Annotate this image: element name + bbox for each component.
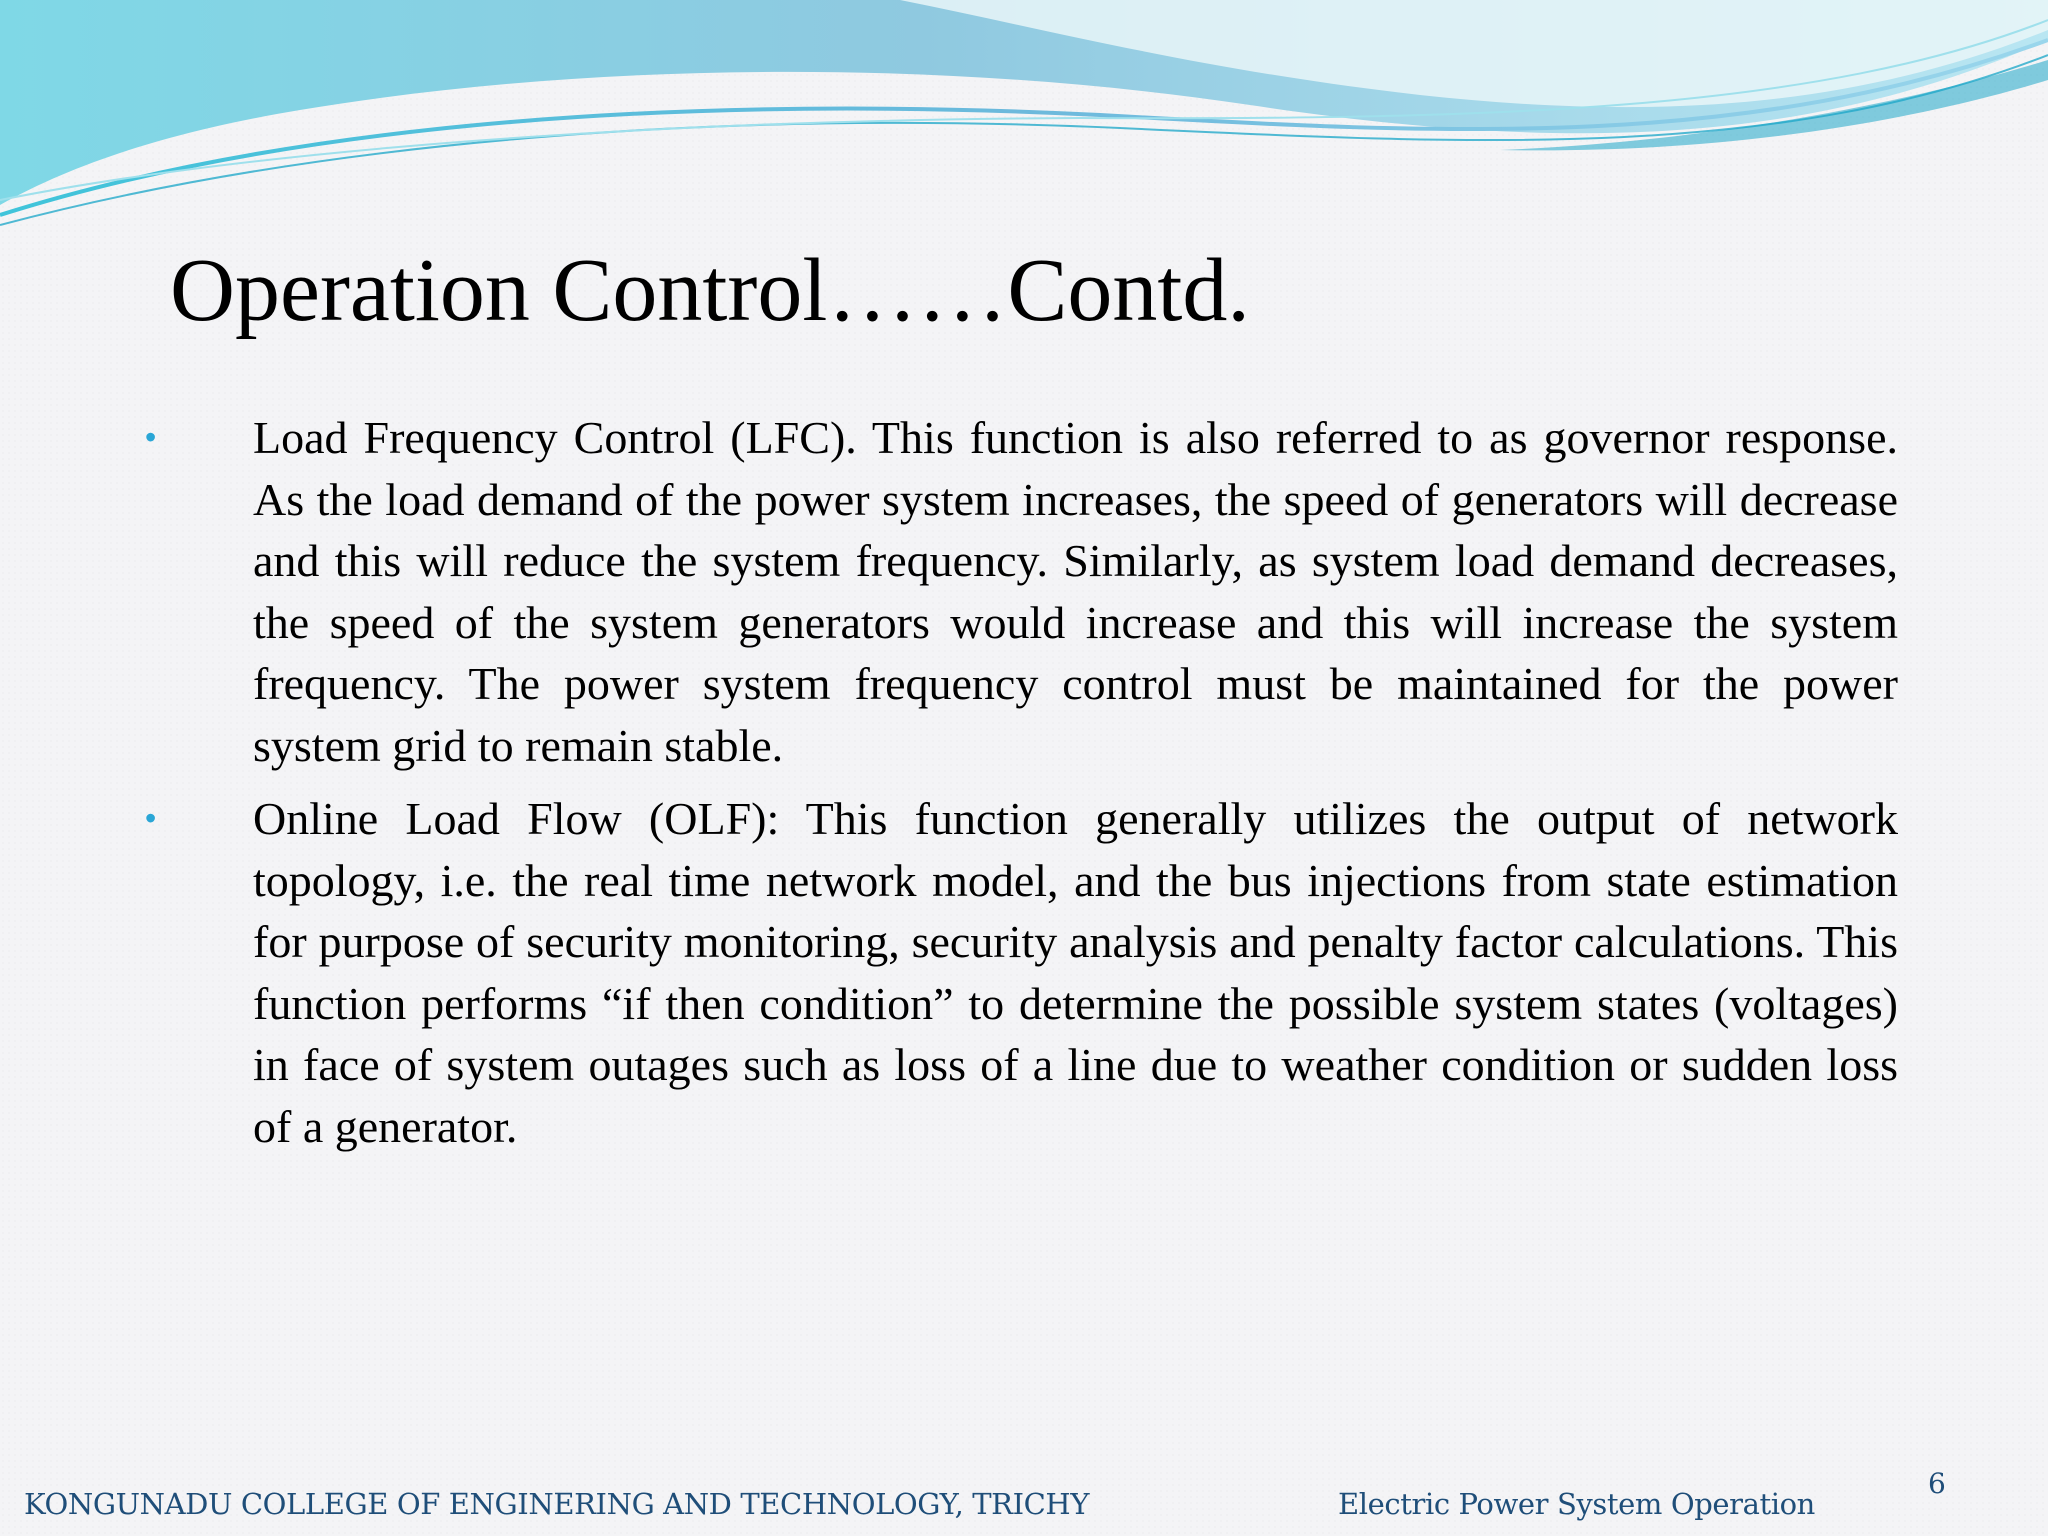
bullet-marker: •	[145, 419, 157, 455]
page-number: 6	[1928, 1467, 1946, 1500]
bullet-marker: •	[145, 800, 157, 836]
footer-course-title: Electric Power System Operation	[1338, 1487, 1815, 1521]
bullet-text-lfc: Load Frequency Control (LFC). This function is also referred to as governor response. As the load demand of the power system increases, the speed of generators will decrease and this will reduce the system frequency. Similarly, as system load demand decreases, the speed of the system generators would increase and this will increase the system frequency. The power system frequency control must be maintained for the power system grid to remain stable.	[253, 412, 1898, 771]
header-wave-decoration	[0, 0, 2048, 240]
footer-institution: KONGUNADU COLLEGE OF ENGINERING AND TECHNOLOGY, TRICHY	[24, 1487, 1090, 1521]
bullet-item-olf	[145, 788, 1898, 1157]
bullet-list	[145, 407, 1898, 1169]
slide-title: Operation Control……Contd.	[170, 241, 1250, 340]
bullet-text-olf: Online Load Flow (OLF): This function generally utilizes the output of network topology, i.e. the real time network model, and the bus injections from state estimation for purpose of security monitoring, security analysis and penalty factor calculations. This function performs “if then condition” to determine the possible system states (voltages) in face of system outages such as loss of a line due to weather condition or sudden loss of a generator.	[253, 793, 1898, 1152]
bullet-item-lfc	[145, 407, 1898, 776]
